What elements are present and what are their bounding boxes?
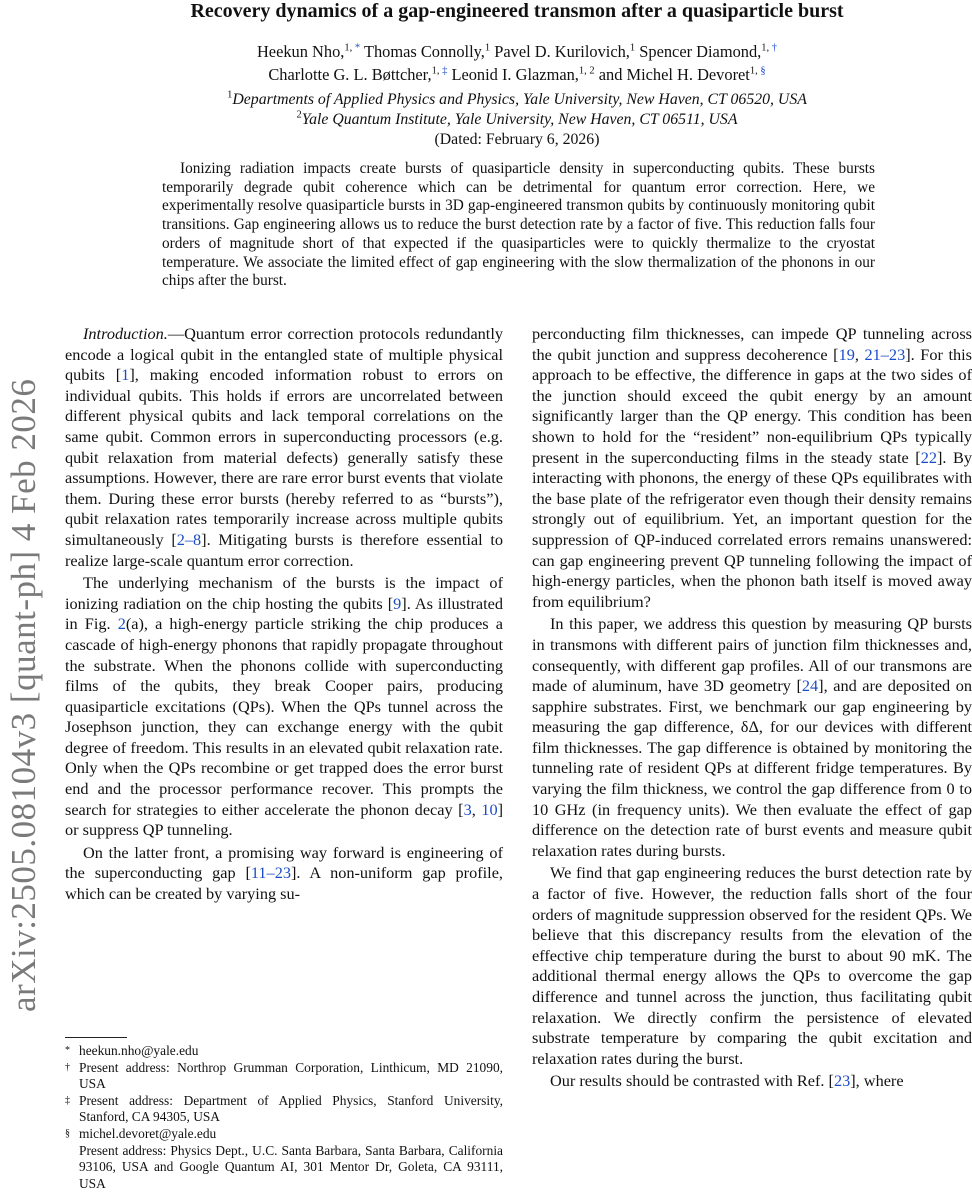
author-name: Leonid I. Glazman, xyxy=(451,65,579,84)
affiliation-2: $^2$Yale Quantum Institute, Yale University, New Haven, CT 06511, USA xyxy=(296,109,738,128)
author-name: Charlotte G. L. Bøttcher, xyxy=(268,65,432,84)
footnote: ‡ Present address: Department of Applied Physics, Stanford University, Stanford, CA 94305, USA xyxy=(65,1092,503,1125)
citation-link[interactable]: 2–8 xyxy=(176,529,202,549)
paragraph-introduction: Introduction.—Quantum error correction protocols redundantly encode a logical qubit in the entangled state of multiple physical qubits [1], making encoded information robust to errors on individual qubits. This holds if errors are uncorrelated between different physical qubits and lack temporal correlations on the same qubit. Common errors in superconducting processors (e.g. qubit relaxation from material defects) generally satisfy these assumptions. However, there are rare error burst events that violate them. During these error bursts (hereby referred to as “bursts”), qubit relaxation rates temporarily increase across multiple qubits simultaneously [2–8]. Mitigating bursts is therefore essential to realize large-scale quantum error correction. xyxy=(65,324,504,570)
date-line: (Dated: February 6, 2026) xyxy=(434,131,600,148)
affiliations xyxy=(0,90,972,130)
citation-link[interactable]: 19 xyxy=(838,344,855,364)
citation-link[interactable]: 9 xyxy=(393,593,402,613)
author-line-1: Heekun Nho,$^{1,}$ * Thomas Connolly,$^1$ Pavel D. Kurilovich,$^1$ Spencer Diamond,$^{1,}$ † xyxy=(256,42,778,61)
footnote-link[interactable]: * xyxy=(354,42,361,54)
author-name: Thomas Connolly, xyxy=(363,42,485,61)
right-column xyxy=(532,324,972,1092)
paper-title: Recovery dynamics of a gap-engineered transmon after a quasiparticle burst xyxy=(190,0,844,22)
citation-link[interactable]: 10 xyxy=(481,799,498,819)
citation-link[interactable]: 21–23 xyxy=(864,344,906,364)
footnote-continued: Present address: Physics Dept., U.C. Santa Barbara, Santa Barbara, California 93106, USA and Google Quantum AI, 301 Mentor Dr, Goleta, CA 93111, USA xyxy=(79,1142,503,1191)
footnote-divider xyxy=(65,1037,127,1038)
citation-link[interactable]: 23 xyxy=(833,1071,851,1091)
abstract: Ionizing radiation impacts create bursts of quasiparticle density in superconducting qubits. These bursts temporarily degrade qubit coherence which can be detrimental for quantum error correction. Here, we experimentally resolve quasiparticle bursts in 3D gap-engineered transmon qubits by continuously monitoring qubit transitions. Gap engineering allows us to reduce the burst detection rate by a factor of five. This reduction falls four orders of magnitude short of that expected if the quasiparticles were to quickly thermalize to the cryostat temperature. We associate the limited effect of gap engineering with the slow thermalization of the phonons in our chips after the burst. xyxy=(162,160,875,290)
citation-link[interactable]: 11–23 xyxy=(250,863,291,883)
section-label: Introduction. xyxy=(83,324,168,343)
paragraph: The underlying mechanism of the bursts is the impact of ionizing radiation on the chip hosting the qubits [9]. As illustrated in Fig. 2(a), a high-energy particle striking the chip produces a cascade of high-energy phonons that rapidly propagate throughout the substrate. When the phonons collide with superconducting films of the qubits, they break Cooper pairs, producing quasiparticle excitations (QPs). When the QPs tunnel across the Josephson junction, they can exchange energy with the qubit degree of freedom. This results in an elevated qubit relaxation rate. Only when the QPs recombine or get trapped does the error burst end and the processor performance recover. This prompts the search for strategies to either accelerate the phonon decay [3, 10] or suppress QP tunneling. xyxy=(65,573,504,840)
citation-link[interactable]: 24 xyxy=(801,676,819,696)
citation-link[interactable]: 3 xyxy=(463,799,472,819)
footnote-link[interactable]: ‡ xyxy=(442,65,448,77)
affiliation-1: $^1$Departments of Applied Physics and Physics, Yale University, New Haven, CT 06520, USA xyxy=(227,89,807,108)
paragraph: In this paper, we address this question by measuring QP bursts in transmons with different pairs of junction film thicknesses and, consequently, with different gap profiles. All of our transmons are made of aluminum, have 3D geometry [24], and are deposited on sapphire substrates. First, we benchmark our gap engineering by measuring the gap difference, δΔ, for our devices with different film thicknesses. The gap difference is obtained by monitoring the tunneling rate of resident QPs at different fridge temperatures. By varying the film thickness, we control the gap difference from 0 to 10 GHz (in frequency units). We then evaluate the effect of gap difference on the detection rate of burst events and measure qubit relaxation rates during bursts. xyxy=(532,614,972,860)
author-name: Pavel D. Kurilovich, xyxy=(494,42,630,61)
author-name: Heekun Nho, xyxy=(256,42,345,61)
footnotes xyxy=(65,1043,503,1192)
paragraph: On the latter front, a promising way forward is engineering of the superconducting gap [11–23]. A non-uniform gap profile, which can be created by varying su- xyxy=(65,842,503,904)
footnote: § michel.devoret@yale.edu xyxy=(65,1125,217,1141)
author-line-2: Charlotte G. L. Bøttcher,$^{1,}$ ‡ Leonid I. Glazman,$^{1, 2}$ and Michel H. Devoret$^{1,}$ § xyxy=(268,65,766,84)
footnote: † Present address: Northrop Grumman Corporation, Linthicum, MD 21090, USA xyxy=(65,1059,503,1092)
paragraph: perconducting film thicknesses, can impede QP tunneling across the qubit junction and suppress decoherence [19, 21–23]. For this approach to be effective, the difference in gaps at the two sides of the junction should exceed the qubit energy by an amount significantly larger than the QP energy. This condition has been shown to hold for the “resident” non-equilibrium QPs typically present in the superconducting films in the steady state [22]. By interacting with phonons, the energy of these QPs equilibrates with the base plate of the refrigerator even though their density remains strongly out of equilibrium. Yet, an important question for the suppression of QP-induced correlated errors remains unanswered: can gap engineering prevent QP tunneling following the impact of high-energy particles, when the phonon bath itself is moved away from equilibrium? xyxy=(532,324,972,611)
citation-link[interactable]: 1 xyxy=(121,365,130,385)
arxiv-identifier: arXiv:2505.08104v3 [quant-ph] 4 Feb 2026 xyxy=(4,378,43,1012)
author-name: and Michel H. Devoret xyxy=(598,65,750,84)
author-list xyxy=(0,40,972,86)
paragraph: We find that gap engineering reduces the burst detection rate by a factor of five. However, the reduction falls short of the four orders of magnitude suppression observed for the resident QPs. We believe that this discrepancy results from the elevation of the effective chip temperature during the burst to about 90 mK. The additional thermal energy allows the QPs to overcome the gap difference and tunnel across the junction, thus facilitating qubit relaxation. We directly confirm the persistence of elevated substrate temperature by comparing the qubit excitation and relaxation rates during the burst. xyxy=(532,863,972,1068)
footnote-link[interactable]: § xyxy=(760,65,766,77)
author-name: Spencer Diamond, xyxy=(639,42,762,61)
footnote-link[interactable]: † xyxy=(771,42,778,54)
citation-link[interactable]: 22 xyxy=(920,447,937,467)
footnote: * heekun.nho@yale.edu xyxy=(65,1043,199,1058)
left-column xyxy=(65,324,503,905)
figure-link[interactable]: 2 xyxy=(117,614,126,634)
paragraph: Our results should be contrasted with Ref. [23], where xyxy=(550,1071,904,1091)
